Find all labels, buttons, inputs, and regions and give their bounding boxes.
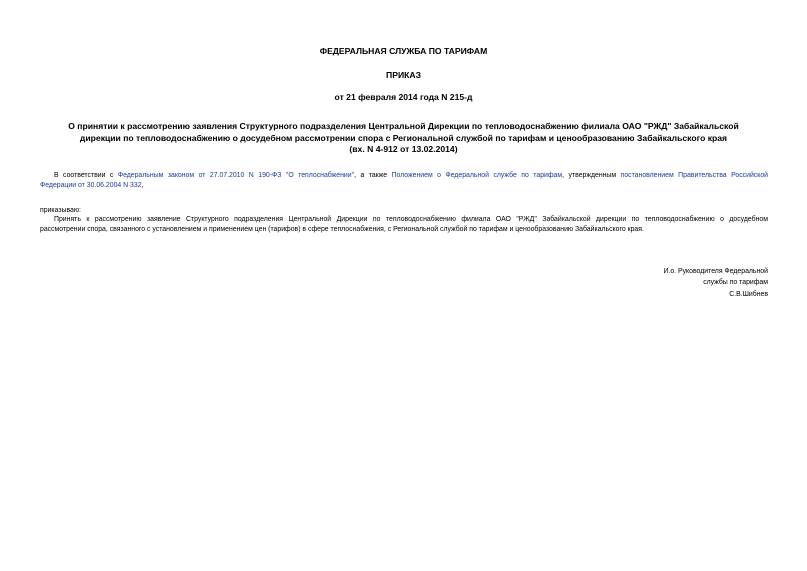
order-line-2: рассмотрении спора, связанного с установлением и применением цен (тарифов) в сфере теплоснабжения, с Региональной службой по тарифам и ценообразованию Забайкальского края. xyxy=(40,225,644,233)
title-line-1: О принятии к рассмотрению заявления Структурного подразделения Центральной Дирекции по тепловодоснабжению филиала ОАО "РЖД" Забайкальской xyxy=(68,121,739,131)
preamble-text: , а также xyxy=(354,172,392,179)
signature-block xyxy=(663,266,768,300)
signature-line-2: службы по тарифам xyxy=(703,279,768,287)
preamble-text: В соответствии с xyxy=(54,172,118,179)
signature-line-1: И.о. Руководителя Федеральной xyxy=(663,268,768,275)
order-word: приказываю: xyxy=(40,207,81,214)
preamble-line-1 xyxy=(40,171,768,181)
title-line-2: дирекции по тепловодоснабжению о досудебном рассмотрении спора с Региональной службой по тарифам и ценообразованию Забайкальского края xyxy=(79,132,728,143)
document-title xyxy=(40,121,767,156)
government-decree-link-cont[interactable]: Федерации от 30.06.2004 N 332 xyxy=(40,181,142,189)
title-line-3: (вх. N 4-912 от 13.02.2014) xyxy=(349,144,458,155)
preamble-text: , утвержденным xyxy=(562,172,621,179)
order-line-1: Принять к рассмотрению заявление Структурного подразделения Центральной Дирекции по тепловодоснабжению филиала ОАО "РЖД" Забайкальской дирекции по тепловодоснабжению о досудебном xyxy=(54,216,768,223)
signature-name: С.В.Шибнев xyxy=(729,290,768,298)
fst-regulation-link[interactable]: Положением о Федеральной службе по тарифам xyxy=(391,172,563,179)
preamble-text: , xyxy=(141,181,144,189)
document-type: ПРИКАЗ xyxy=(386,70,421,80)
agency-name: ФЕДЕРАЛЬНАЯ СЛУЖБА ПО ТАРИФАМ xyxy=(319,46,488,56)
preamble-paragraph xyxy=(40,171,768,190)
order-paragraph xyxy=(40,215,768,234)
preamble-line-2 xyxy=(40,181,768,191)
document-date-number: от 21 февраля 2014 года N 215-д xyxy=(334,92,473,102)
federal-law-link[interactable]: Федеральным законом от 27.07.2010 N 190-ФЗ "О теплоснабжении" xyxy=(117,172,355,179)
government-decree-link[interactable]: постановлением Правительства Российской xyxy=(620,172,769,179)
